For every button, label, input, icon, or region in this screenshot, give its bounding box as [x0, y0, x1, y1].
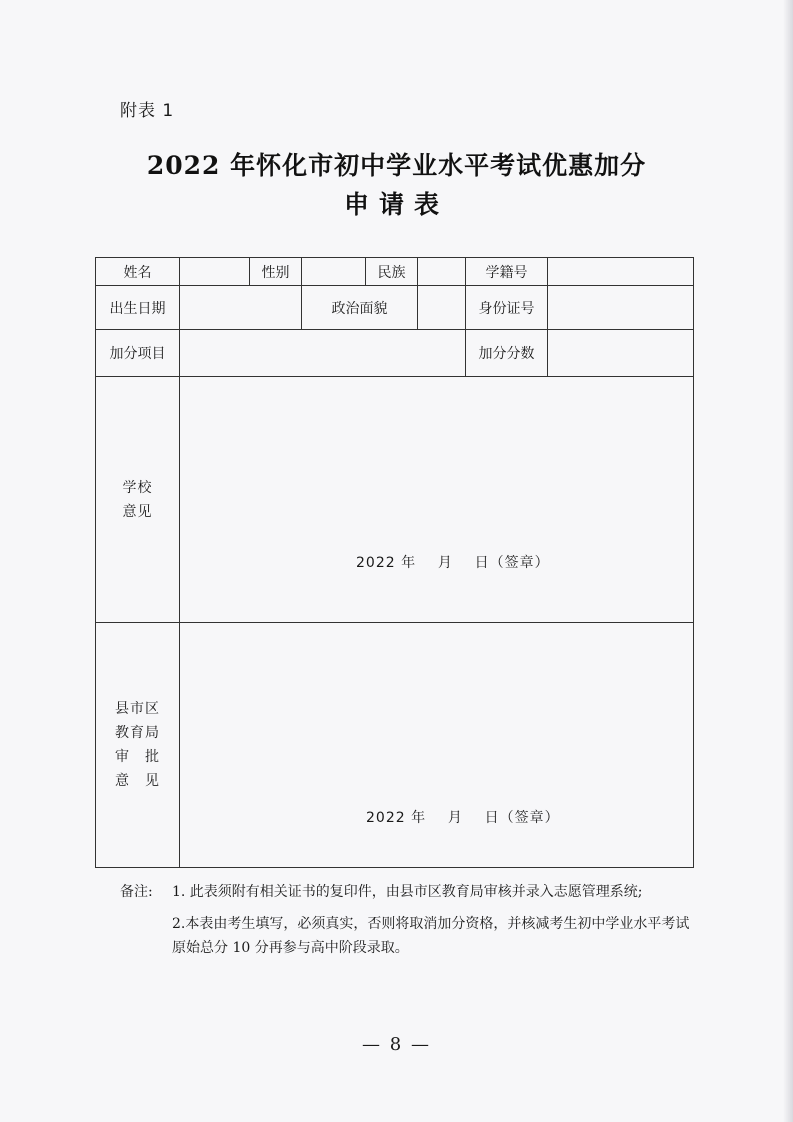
note-1: 1. 此表须附有相关证书的复印件，由县市区教育局审核并录入志愿管理系统; — [172, 884, 643, 900]
bureau-opinion-field[interactable] — [180, 623, 694, 868]
birth-date-field[interactable] — [180, 286, 302, 330]
bureau-label-line2: 教育局 — [115, 725, 160, 741]
bonus-item-label: 加分项目 — [96, 330, 180, 377]
note-1-row — [120, 880, 690, 904]
form-row-school-opinion — [96, 377, 694, 623]
school-label-line2: 意见 — [122, 503, 153, 520]
form-row-basic-info — [96, 258, 694, 286]
note-2: 2.本表由考生填写，必须真实，否则将取消加分资格，并核减考生初中学业水平考试原始总分 10 分再参与高中阶段录取。 — [172, 916, 690, 956]
name-label: 姓名 — [96, 258, 180, 286]
bonus-score-field[interactable] — [548, 330, 694, 377]
bureau-label-line1: 县市区 — [115, 701, 160, 717]
student-id-field[interactable] — [548, 258, 694, 286]
ethnicity-label: 民族 — [366, 258, 418, 286]
notes-prefix: 备注: — [120, 884, 153, 900]
id-number-field[interactable] — [548, 286, 694, 330]
form-row-bureau-opinion — [96, 623, 694, 868]
birth-date-label: 出生日期 — [96, 286, 180, 330]
school-label-line1: 学校 — [122, 479, 153, 496]
school-opinion-field[interactable] — [180, 377, 694, 623]
form-title: 2022 年怀化市初中学业水平考试优惠加分 — [146, 151, 647, 180]
school-opinion-label — [96, 377, 180, 623]
name-field[interactable] — [180, 258, 250, 286]
attachment-label: 附表 1 — [120, 101, 175, 121]
bureau-label-line3: 审 批 — [115, 749, 160, 765]
form-row-identity — [96, 286, 694, 330]
bureau-label-line4: 意 见 — [115, 773, 160, 789]
bureau-opinion-label — [96, 623, 180, 868]
bonus-item-field[interactable] — [180, 330, 466, 377]
form-row-bonus — [96, 330, 694, 377]
school-date-sign: 2022 年 月 日（签章） — [356, 555, 550, 571]
gender-label: 性别 — [250, 258, 302, 286]
form-subtitle: 申请表 — [343, 190, 449, 219]
student-id-label: 学籍号 — [466, 258, 548, 286]
page-number: — 8 — — [362, 1034, 431, 1055]
bonus-score-label: 加分分数 — [466, 330, 548, 377]
application-form-table — [95, 257, 694, 868]
gender-field[interactable] — [302, 258, 366, 286]
political-status-label: 政治面貌 — [302, 286, 418, 330]
id-number-label: 身份证号 — [466, 286, 548, 330]
ethnicity-field[interactable] — [418, 258, 466, 286]
bureau-date-sign: 2022 年 月 日（签章） — [366, 810, 560, 826]
notes-section — [120, 880, 690, 960]
political-status-field[interactable] — [418, 286, 466, 330]
